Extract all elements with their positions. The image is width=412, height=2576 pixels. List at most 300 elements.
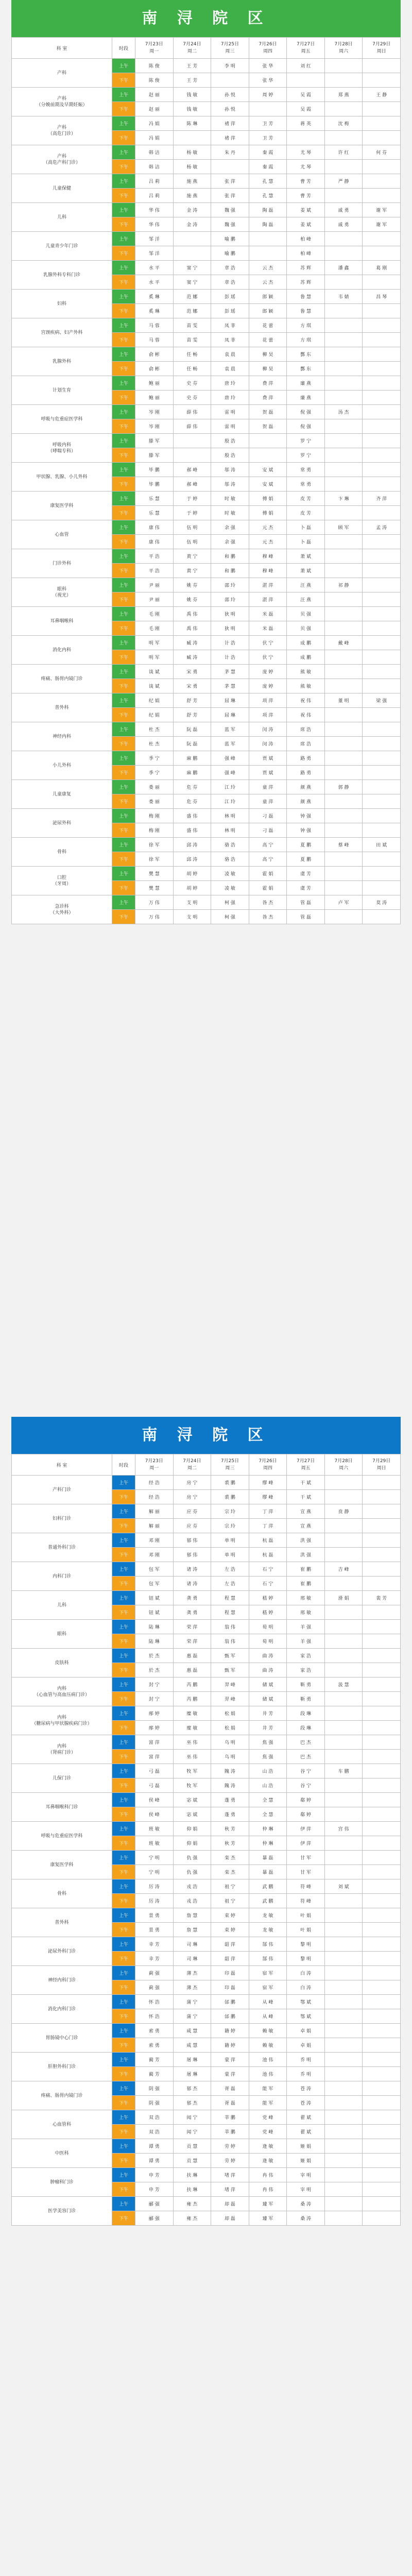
slot-label: 下午	[112, 419, 135, 434]
slot-label: 下午	[112, 1750, 135, 1764]
slot-label: 下午	[112, 1605, 135, 1620]
header-day: 7月24日 周二	[173, 1454, 211, 1476]
slot-label: 下午	[112, 304, 135, 318]
doctor-cell: 邱 涛	[173, 838, 211, 852]
slot-label: 下午	[112, 2154, 135, 2168]
table-row	[12, 1533, 401, 1548]
slot-label: 上午	[112, 116, 135, 131]
doctor-cell: 卜 磊	[287, 520, 325, 535]
slot-label: 下午	[112, 2009, 135, 2024]
doctor-cell	[324, 1807, 363, 1822]
slot-label: 上午	[112, 2139, 135, 2154]
doctor-cell: 马 蓉	[135, 333, 174, 347]
slot-label: 下午	[112, 131, 135, 145]
doctor-cell: 荀 明	[249, 1620, 287, 1634]
doctor-cell: 支 明	[173, 895, 211, 910]
doctor-cell	[324, 318, 363, 333]
doctor-cell	[363, 2081, 401, 2096]
header-day: 7月25日 周三	[211, 38, 249, 59]
doctor-cell	[363, 376, 401, 391]
doctor-cell: 卢 军	[324, 895, 363, 910]
doctor-cell: 成 鹏	[287, 636, 325, 650]
doctor-cell	[363, 1937, 401, 1952]
doctor-cell: 贡 慧	[173, 2139, 211, 2154]
doctor-cell	[324, 448, 363, 463]
doctor-cell: 麻 鹏	[173, 766, 211, 780]
doctor-cell: 井 芳	[249, 1721, 287, 1735]
slot-label: 下午	[112, 2182, 135, 2197]
doctor-cell: 班 敏	[135, 1836, 174, 1851]
doctor-cell	[324, 751, 363, 766]
doctor-cell: 栾 杰	[211, 1851, 249, 1865]
doctor-cell: 平 浩	[135, 549, 174, 564]
header-dept: 科 室	[12, 38, 112, 59]
doctor-cell: 朱 丹	[211, 145, 249, 160]
dept-name: 肝胆外科门诊	[12, 2053, 112, 2081]
dept-name: 心血管科	[12, 2110, 112, 2139]
doctor-cell: 钮 斌	[135, 1605, 174, 1620]
doctor-cell: 樊 慧	[135, 867, 174, 881]
doctor-cell: 桑 涛	[287, 2197, 325, 2211]
doctor-cell	[363, 318, 401, 333]
doctor-cell	[363, 910, 401, 924]
doctor-cell: 金 涛	[173, 203, 211, 217]
doctor-cell: 缪 峰	[249, 1476, 287, 1490]
doctor-cell: 罗 宁	[287, 434, 325, 448]
doctor-cell	[249, 246, 287, 261]
doctor-cell	[324, 650, 363, 665]
doctor-cell: 雷 明	[211, 405, 249, 419]
doctor-cell: 谷 宁	[287, 1764, 325, 1778]
doctor-cell	[363, 463, 401, 477]
doctor-cell: 茅 慧	[211, 665, 249, 679]
doctor-cell: 邰 鹏	[211, 2009, 249, 2024]
doctor-cell: 明 军	[135, 636, 174, 650]
doctor-cell: 奚 琳	[135, 290, 174, 304]
doctor-cell: 郭 静	[324, 780, 363, 794]
doctor-cell: 宓 斌	[173, 1793, 211, 1807]
table-row	[12, 1908, 401, 1923]
doctor-cell: 庞 婷	[249, 665, 287, 679]
doctor-cell: 龙 敏	[249, 1923, 287, 1937]
doctor-cell: 项 萍	[249, 708, 287, 722]
doctor-cell: 范 娜	[173, 290, 211, 304]
doctor-cell	[287, 73, 325, 88]
doctor-cell: 宋 勇	[173, 679, 211, 693]
doctor-cell: 惠 磊	[173, 1663, 211, 1677]
doctor-cell: 甘 军	[287, 1865, 325, 1879]
table-row	[12, 174, 401, 189]
doctor-cell: 洪 强	[287, 1548, 325, 1562]
slot-label: 下午	[112, 535, 135, 549]
doctor-cell: 翁 伟	[211, 1620, 249, 1634]
dept-name: 产科 （高危产科门诊）	[12, 145, 112, 174]
doctor-cell: 汲 慧	[324, 1677, 363, 1692]
doctor-cell: 党 峰	[249, 2125, 287, 2139]
doctor-cell: 凤 菲	[211, 318, 249, 333]
doctor-cell: 鲍 丽	[135, 376, 174, 391]
slot-label: 上午	[112, 290, 135, 304]
doctor-cell	[324, 564, 363, 578]
doctor-cell: 尤 琴	[287, 160, 325, 174]
dept-name: 医学美容门诊	[12, 2197, 112, 2226]
doctor-cell: 伏 宁	[249, 636, 287, 650]
slot-label: 上午	[112, 636, 135, 650]
doctor-cell: 姬 娟	[287, 2139, 325, 2154]
doctor-cell: 龚 勇	[173, 1605, 211, 1620]
doctor-cell: 逄 敏	[249, 2154, 287, 2168]
doctor-cell: 栾 杰	[211, 1865, 249, 1879]
doctor-cell: 舒 芳	[173, 693, 211, 708]
slot-label: 上午	[112, 347, 135, 362]
doctor-cell: 宋 勇	[173, 665, 211, 679]
doctor-cell: 安 斌	[249, 463, 287, 477]
doctor-cell: 元 杰	[249, 535, 287, 549]
doctor-cell	[363, 679, 401, 693]
doctor-cell	[324, 1706, 363, 1721]
doctor-cell: 倪 强	[287, 419, 325, 434]
doctor-cell: 章 浩	[211, 275, 249, 290]
doctor-cell: 席 浩	[287, 722, 325, 737]
doctor-cell: 戚 勇	[324, 217, 363, 232]
doctor-cell: 松 娟	[211, 1721, 249, 1735]
doctor-cell	[363, 549, 401, 564]
slot-label: 上午	[112, 463, 135, 477]
doctor-cell	[363, 275, 401, 290]
header-day: 7月24日 周二	[173, 38, 211, 59]
doctor-cell	[363, 1634, 401, 1649]
slot-label: 下午	[112, 766, 135, 780]
doctor-cell: 靳 勇	[287, 1677, 325, 1692]
doctor-cell	[324, 2154, 363, 2168]
doctor-cell: 戚 勇	[324, 203, 363, 217]
doctor-cell	[363, 1562, 401, 1577]
doctor-cell	[324, 737, 363, 751]
doctor-cell	[324, 2096, 363, 2110]
doctor-cell: 段 琳	[287, 1706, 325, 1721]
doctor-cell: 云 杰	[249, 275, 287, 290]
doctor-cell: 党 峰	[249, 2110, 287, 2125]
doctor-cell: 崔 鹏	[287, 1562, 325, 1577]
doctor-cell: 吴 霞	[287, 88, 325, 102]
doctor-cell: 仇 强	[173, 1851, 211, 1865]
doctor-cell	[363, 1490, 401, 1504]
doctor-cell	[211, 73, 249, 88]
doctor-cell: 闵 涛	[249, 737, 287, 751]
doctor-cell: 束 婷	[211, 1923, 249, 1937]
dept-name: 儿科	[12, 1591, 112, 1620]
doctor-cell: 祖 宁	[211, 1894, 249, 1908]
slot-label: 上午	[112, 722, 135, 737]
doctor-cell	[324, 1894, 363, 1908]
doctor-cell	[363, 1865, 401, 1879]
doctor-cell: 薛 伟	[173, 419, 211, 434]
doctor-cell: 左 浩	[211, 1562, 249, 1577]
doctor-cell: 任 畅	[173, 362, 211, 376]
doctor-cell: 龙 敏	[249, 1908, 287, 1923]
doctor-cell: 卓 娟	[287, 2024, 325, 2038]
slot-label: 下午	[112, 246, 135, 261]
doctor-cell: 薛 伟	[173, 405, 211, 419]
doctor-cell: 廉 燕	[287, 376, 325, 391]
table-row	[12, 145, 401, 160]
doctor-cell: 王 静	[363, 88, 401, 102]
doctor-cell	[324, 2081, 363, 2096]
doctor-cell: 高 宁	[249, 852, 287, 867]
doctor-cell: 席 浩	[287, 737, 325, 751]
slot-label: 下午	[112, 1894, 135, 1908]
dept-name: 皮肤科	[12, 1649, 112, 1677]
doctor-cell: 房 宁	[173, 1490, 211, 1504]
dept-name: 小儿外科	[12, 751, 112, 780]
doctor-cell	[324, 2182, 363, 2197]
slot-label: 上午	[112, 607, 135, 621]
doctor-cell: 平 浩	[135, 564, 174, 578]
doctor-cell	[363, 823, 401, 838]
doctor-cell	[363, 1605, 401, 1620]
doctor-cell: 明 军	[135, 650, 174, 665]
doctor-cell: 邓 刚	[135, 1548, 174, 1562]
doctor-cell	[324, 463, 363, 477]
slot-label: 上午	[112, 1562, 135, 1577]
slot-label: 上午	[112, 145, 135, 160]
doctor-cell	[363, 362, 401, 376]
doctor-cell	[363, 1879, 401, 1894]
doctor-cell: 暴 磊	[249, 1851, 287, 1865]
slot-label: 上午	[112, 1995, 135, 2009]
doctor-cell: 郦 强	[135, 2197, 174, 2211]
doctor-cell: 闻 宁	[173, 2125, 211, 2139]
doctor-cell: 詹 慧	[173, 1923, 211, 1937]
doctor-cell: 仲 琳	[249, 1836, 287, 1851]
doctor-cell: 黄 宁	[173, 564, 211, 578]
doctor-cell: 干 斌	[287, 1490, 325, 1504]
doctor-cell: 湛 萍	[249, 592, 287, 607]
doctor-cell: 双 浩	[135, 2110, 174, 2125]
doctor-cell: 元 杰	[249, 520, 287, 535]
doctor-cell: 常 勇	[287, 463, 325, 477]
doctor-cell: 杜 杰	[135, 722, 174, 737]
doctor-cell: 和 鹏	[211, 564, 249, 578]
slot-label: 下午	[112, 910, 135, 924]
doctor-cell: 姚 芬	[173, 578, 211, 592]
doctor-cell	[363, 2110, 401, 2125]
doctor-cell: 仰 娟	[173, 1822, 211, 1836]
doctor-cell	[363, 1923, 401, 1937]
doctor-cell: 褚 萍	[211, 116, 249, 131]
table-row	[12, 578, 401, 592]
doctor-cell: 叶 娟	[287, 1908, 325, 1923]
doctor-cell: 宁 明	[135, 1865, 174, 1879]
doctor-cell	[363, 1663, 401, 1677]
slot-label: 下午	[112, 679, 135, 693]
doctor-cell: 贺 磊	[249, 405, 287, 419]
doctor-cell: 郜 伟	[249, 1952, 287, 1966]
doctor-cell: 莘 鹏	[211, 2110, 249, 2125]
doctor-cell: 李 明	[211, 59, 249, 73]
slot-label: 下午	[112, 2096, 135, 2110]
header-day: 7月26日 周四	[249, 38, 287, 59]
dept-name: 骨科	[12, 838, 112, 867]
slot-label: 上午	[112, 780, 135, 794]
doctor-cell: 荀 明	[249, 1634, 287, 1649]
doctor-cell	[363, 1764, 401, 1778]
doctor-cell: 曲 涛	[249, 1663, 287, 1677]
doctor-cell: 冯 娟	[135, 116, 174, 131]
table-row	[12, 520, 401, 535]
doctor-cell	[363, 636, 401, 650]
doctor-cell	[363, 1721, 401, 1735]
table-row	[12, 1937, 401, 1952]
doctor-cell: 华 伟	[135, 217, 174, 232]
slot-label: 下午	[112, 737, 135, 751]
slot-label: 上午	[112, 549, 135, 564]
doctor-cell: 苍 涛	[287, 2081, 325, 2096]
doctor-cell: 戴 峰	[324, 636, 363, 650]
doctor-cell: 路 勇	[287, 766, 325, 780]
slot-label: 上午	[112, 1764, 135, 1778]
doctor-cell	[249, 448, 287, 463]
doctor-cell: 周 婷	[249, 88, 287, 102]
doctor-cell: 苍 涛	[287, 2096, 325, 2110]
header-slot: 时段	[112, 38, 135, 59]
doctor-cell	[363, 1966, 401, 1980]
doctor-cell: 成 鹏	[287, 650, 325, 665]
doctor-cell	[324, 1952, 363, 1966]
doctor-cell: 湛 萍	[249, 578, 287, 592]
slot-label: 上午	[112, 1591, 135, 1605]
doctor-cell: 管 磊	[287, 895, 325, 910]
doctor-cell: 狄 明	[211, 621, 249, 636]
doctor-cell: 虞 芳	[287, 867, 325, 881]
dept-name: 乳腺外科专科门诊	[12, 261, 112, 290]
doctor-cell: 萧 斌	[287, 564, 325, 578]
slot-label: 上午	[112, 2110, 135, 2125]
doctor-cell: 霍 娟	[249, 867, 287, 881]
table-row	[12, 1677, 401, 1692]
table-row	[12, 347, 401, 362]
doctor-cell: 韦 婧	[324, 290, 363, 304]
doctor-cell	[363, 1851, 401, 1865]
doctor-cell	[324, 232, 363, 246]
doctor-cell	[324, 910, 363, 924]
doctor-cell	[363, 2038, 401, 2053]
dept-name: 普外科	[12, 1908, 112, 1937]
doctor-cell: 金 涛	[173, 217, 211, 232]
doctor-cell: 詹 慧	[173, 1908, 211, 1923]
doctor-cell	[363, 1778, 401, 1793]
doctor-cell: 苗 雯	[173, 333, 211, 347]
doctor-cell: 危 芬	[173, 780, 211, 794]
slot-label: 上午	[112, 867, 135, 881]
doctor-cell: 柳 昊	[249, 347, 287, 362]
doctor-cell: 应 芬	[173, 1504, 211, 1519]
slot-label: 上午	[112, 693, 135, 708]
doctor-cell	[324, 823, 363, 838]
doctor-cell	[324, 665, 363, 679]
doctor-cell	[363, 1836, 401, 1851]
dept-name: 康复医学科	[12, 1851, 112, 1879]
dept-name: 乳腺外科	[12, 347, 112, 376]
doctor-cell: 史 芬	[173, 391, 211, 405]
dept-name: 肿瘤科门诊	[12, 2168, 112, 2197]
slot-label: 下午	[112, 1634, 135, 1649]
doctor-cell: 徐 军	[135, 852, 174, 867]
doctor-cell: 丁 萍	[249, 1504, 287, 1519]
doctor-cell: 嵇 婷	[249, 1591, 287, 1605]
table-row	[12, 2024, 401, 2038]
doctor-cell: 时 敏	[211, 506, 249, 520]
doctor-cell: 袁 晨	[211, 347, 249, 362]
doctor-cell	[324, 1995, 363, 2009]
doctor-cell: 陶 磊	[249, 217, 287, 232]
doctor-cell	[324, 160, 363, 174]
table-row	[12, 290, 401, 304]
doctor-cell: 陈 琳	[173, 116, 211, 131]
doctor-cell: 邬 涛	[211, 463, 249, 477]
doctor-cell: 尤 琴	[287, 145, 325, 160]
doctor-cell	[324, 766, 363, 780]
doctor-cell: 怀 浩	[135, 1995, 174, 2009]
doctor-cell: 谈 斌	[135, 665, 174, 679]
doctor-cell: 谈 斌	[135, 679, 174, 693]
doctor-cell: 林 明	[211, 809, 249, 823]
doctor-cell	[363, 1476, 401, 1490]
doctor-cell: 石 宁	[249, 1577, 287, 1591]
header-day: 7月29日 周日	[363, 38, 401, 59]
doctor-cell: 巫 伟	[173, 1735, 211, 1750]
doctor-cell: 沈 梅	[324, 116, 363, 131]
doctor-cell: 滕 军	[135, 448, 174, 463]
slot-label: 上午	[112, 318, 135, 333]
doctor-cell: 江 玲	[211, 794, 249, 809]
doctor-cell: 诸 涛	[173, 1577, 211, 1591]
doctor-cell: 史 芬	[173, 376, 211, 391]
doctor-cell: 房 宁	[173, 1476, 211, 1490]
doctor-cell: 强 峰	[211, 766, 249, 780]
doctor-cell	[324, 592, 363, 607]
doctor-cell: 籍 婷	[211, 2024, 249, 2038]
doctor-cell: 鄂 斌	[287, 1995, 325, 2009]
doctor-cell: 宰 明	[287, 2168, 325, 2182]
doctor-cell: 常 勇	[287, 477, 325, 492]
header-day: 7月23日 周一	[135, 1454, 174, 1476]
doctor-cell	[324, 275, 363, 290]
doctor-cell: 蔺 芳	[135, 2067, 174, 2081]
doctor-cell	[324, 419, 363, 434]
doctor-cell: 和 鹏	[211, 549, 249, 564]
doctor-cell: 郁 杰	[173, 2096, 211, 2110]
slot-label: 上午	[112, 2197, 135, 2211]
doctor-cell: 牧 军	[173, 1778, 211, 1793]
doctor-cell: 武 鹏	[249, 1879, 287, 1894]
doctor-cell	[173, 131, 211, 145]
doctor-cell: 滕 军	[135, 434, 174, 448]
doctor-cell: 富 萍	[135, 1735, 174, 1750]
table-row	[12, 116, 401, 131]
doctor-cell	[324, 2125, 363, 2139]
doctor-cell: 封 宁	[135, 1692, 174, 1706]
dept-name: 泌尿外科门诊	[12, 1937, 112, 1966]
doctor-cell	[324, 1577, 363, 1591]
doctor-cell	[363, 1533, 401, 1548]
doctor-cell: 陶 磊	[249, 203, 287, 217]
doctor-cell: 韶 萍	[211, 1937, 249, 1952]
doctor-cell: 凌 敏	[211, 867, 249, 881]
doctor-cell: 池 伟	[249, 2053, 287, 2067]
doctor-cell: 穆 峰	[249, 549, 287, 564]
doctor-cell	[363, 477, 401, 492]
